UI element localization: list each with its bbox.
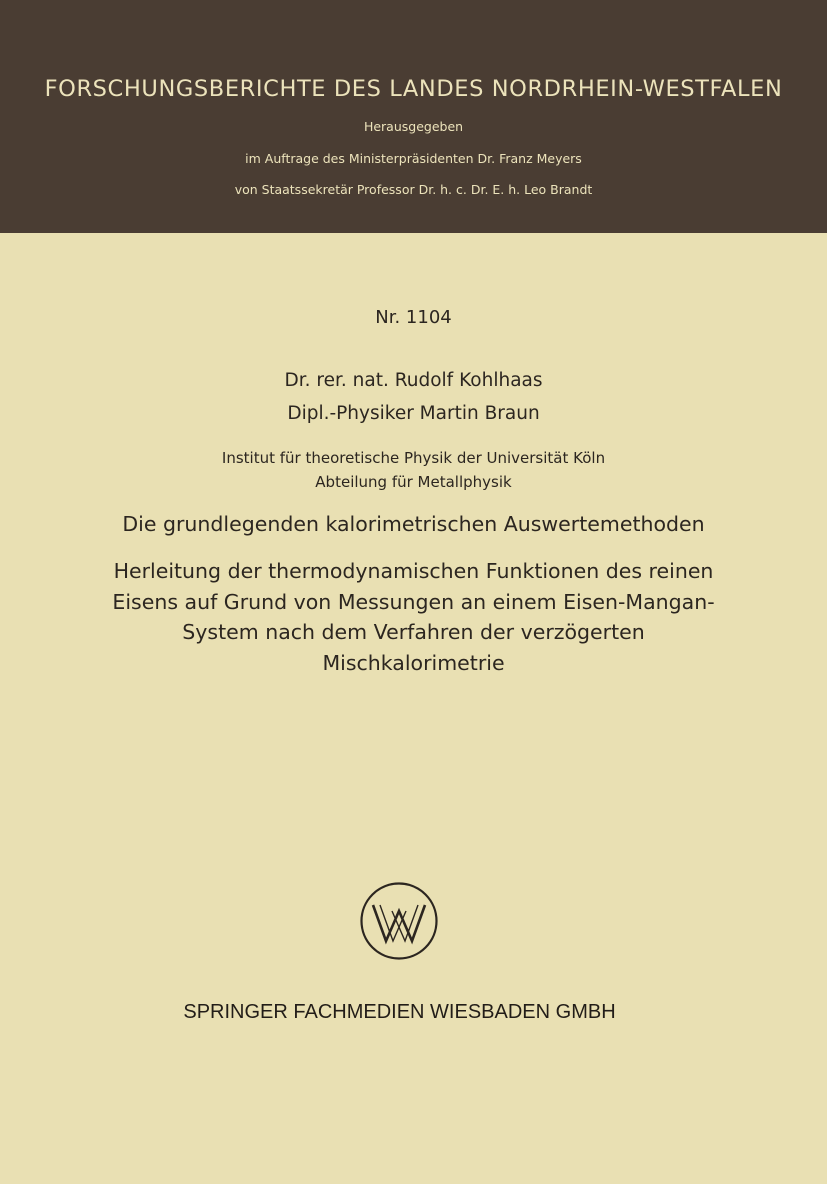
commission-line: im Auftrage des Ministerpräsidenten Dr. Franz Meyers	[245, 151, 582, 166]
institute-name: Institut für theoretische Physik der Universität Köln	[221, 449, 606, 467]
editor-note-line: Herausgegeben	[363, 119, 464, 134]
publisher-logo-icon	[359, 881, 439, 961]
series-title: FORSCHUNGSBERICHTE DES LANDES NORDRHEIN-WESTFALEN	[44, 76, 783, 102]
subtitle-line: Herleitung der thermodynamischen Funktionen des reinen	[113, 559, 714, 583]
subtitle-line: Mischkalorimetrie	[322, 650, 505, 675]
header-band	[0, 0, 827, 233]
report-number: Nr. 1104	[375, 307, 452, 328]
institute-department: Abteilung für Metallphysik	[315, 473, 512, 491]
publisher-name: SPRINGER FACHMEDIEN WIESBADEN GMBH	[183, 1001, 616, 1023]
author-name: Dr. rer. nat. Rudolf Kohlhaas	[284, 370, 543, 391]
author-name: Dipl.-Physiker Martin Braun	[287, 403, 540, 424]
document-title: Die grundlegenden kalorimetrischen Auswertemethoden	[122, 512, 705, 536]
subtitle-line: Eisens auf Grund von Messungen an einem Eisen-Mangan-	[112, 589, 715, 614]
editor-name-line: von Staatssekretär Professor Dr. h. c. Dr. E. h. Leo Brandt	[234, 182, 593, 197]
document-subtitle	[40, 556, 787, 678]
subtitle-line: System nach dem Verfahren der verzögerten	[182, 620, 645, 644]
